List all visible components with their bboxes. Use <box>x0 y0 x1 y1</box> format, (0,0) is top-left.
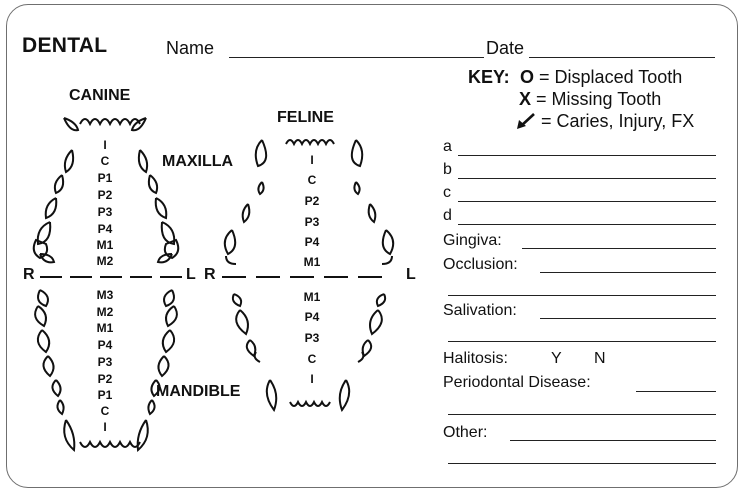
feline-lower-right-teeth <box>233 294 260 362</box>
occlusion-field-continued[interactable] <box>448 295 716 296</box>
canine-lower-tooth-label: P2 <box>97 372 113 386</box>
other-label: Other: <box>443 424 488 441</box>
feline-label: FELINE <box>277 109 334 126</box>
feline-upper-tooth-label: I <box>310 153 314 167</box>
canine-lower-left-teeth <box>148 290 177 414</box>
halitosis-yes-option[interactable]: Y <box>551 350 562 367</box>
canine-lower-tooth-label: M3 <box>96 288 114 302</box>
canine-upper-left-teeth <box>139 150 178 262</box>
canine-upper-tooth-label: P4 <box>97 222 113 236</box>
canine-lower-tooth-label: M1 <box>96 321 114 335</box>
key-item-label: = Caries, Injury, FX <box>541 111 695 131</box>
line-label-a: a <box>443 138 452 155</box>
halitosis-no-option[interactable]: N <box>594 350 606 367</box>
key-title: KEY: <box>468 67 510 87</box>
canine-lower-tooth-label: P3 <box>97 355 113 369</box>
canine-lower-tooth-label: P1 <box>97 388 113 402</box>
periodontal-field-continued[interactable] <box>448 414 716 415</box>
occlusion-field[interactable] <box>540 272 716 273</box>
canine-upper-tooth-label: I <box>103 138 107 152</box>
feline-lower-tooth-label: P4 <box>304 310 320 324</box>
canine-upper-tooth-label: P3 <box>97 205 113 219</box>
halitosis-label: Halitosis: <box>443 350 508 367</box>
periodontal-label: Periodontal Disease: <box>443 374 591 391</box>
name-label: Name <box>166 38 215 58</box>
feline-lower-tooth-label: C <box>307 352 317 366</box>
feline-lower-tooth-label: M1 <box>303 290 321 304</box>
canine-lower-tooth-label: M2 <box>96 305 114 319</box>
other-field-continued[interactable] <box>448 463 716 464</box>
feline-upper-incisors <box>256 140 363 166</box>
canine-upper-tooth-label: P1 <box>97 171 113 185</box>
canine-lower-tooth-label: I <box>103 420 107 434</box>
maxilla-label: MAXILLA <box>162 153 234 170</box>
periodontal-field[interactable] <box>636 391 716 392</box>
canine-upper-incisors <box>64 118 146 130</box>
gingiva-field[interactable] <box>522 248 716 249</box>
gingiva-label: Gingiva: <box>443 232 502 249</box>
canine-right-label: R <box>23 266 35 283</box>
canine-lower-incisors <box>64 420 148 450</box>
line-d-field[interactable] <box>458 224 716 225</box>
canine-lower-tooth-label: C <box>100 404 110 418</box>
line-a-field[interactable] <box>458 155 716 156</box>
canine-upper-tooth-label: M1 <box>96 238 114 252</box>
line-label-d: d <box>443 207 452 224</box>
displaced-symbol: O <box>520 67 535 87</box>
feline-upper-tooth-label: P3 <box>304 215 320 229</box>
key-item-label: = Missing Tooth <box>536 89 662 109</box>
salivation-field-continued[interactable] <box>448 341 716 342</box>
canine-lower-tooth-label: P4 <box>97 338 113 352</box>
feline-upper-left-teeth <box>354 182 393 264</box>
feline-upper-tooth-label: C <box>307 173 317 187</box>
line-c-field[interactable] <box>458 201 716 202</box>
occlusion-label: Occlusion: <box>443 256 518 273</box>
feline-right-label: R <box>204 266 216 283</box>
feline-upper-right-teeth <box>225 182 264 264</box>
line-label-c: c <box>443 184 451 201</box>
feline-left-label: L <box>406 266 416 283</box>
canine-left-label: L <box>186 266 196 283</box>
canine-upper-tooth-label: P2 <box>97 188 113 202</box>
date-label: Date <box>486 38 525 58</box>
canine-lower-right-teeth <box>35 290 64 414</box>
line-b-field[interactable] <box>458 178 716 179</box>
salivation-field[interactable] <box>540 318 716 319</box>
canine-upper-right-teeth <box>34 150 73 262</box>
feline-lower-tooth-label: P3 <box>304 331 320 345</box>
feline-lower-left-teeth <box>358 294 385 362</box>
mandible-label: MANDIBLE <box>156 383 241 400</box>
canine-upper-tooth-label: C <box>100 154 110 168</box>
key-item-label: = Displaced Tooth <box>539 67 683 87</box>
feline-upper-tooth-label: P2 <box>304 194 320 208</box>
feline-lower-incisors <box>267 380 349 410</box>
form-title: DENTAL <box>22 34 108 57</box>
feline-upper-tooth-label: M1 <box>303 255 321 269</box>
feline-upper-tooth-label: P4 <box>304 235 320 249</box>
canine-label: CANINE <box>69 87 131 104</box>
missing-symbol: X <box>519 89 532 109</box>
canine-upper-tooth-label: M2 <box>96 254 114 268</box>
other-field[interactable] <box>510 440 716 441</box>
line-label-b: b <box>443 161 452 178</box>
salivation-label: Salivation: <box>443 302 517 319</box>
feline-lower-tooth-label: I <box>310 372 314 386</box>
